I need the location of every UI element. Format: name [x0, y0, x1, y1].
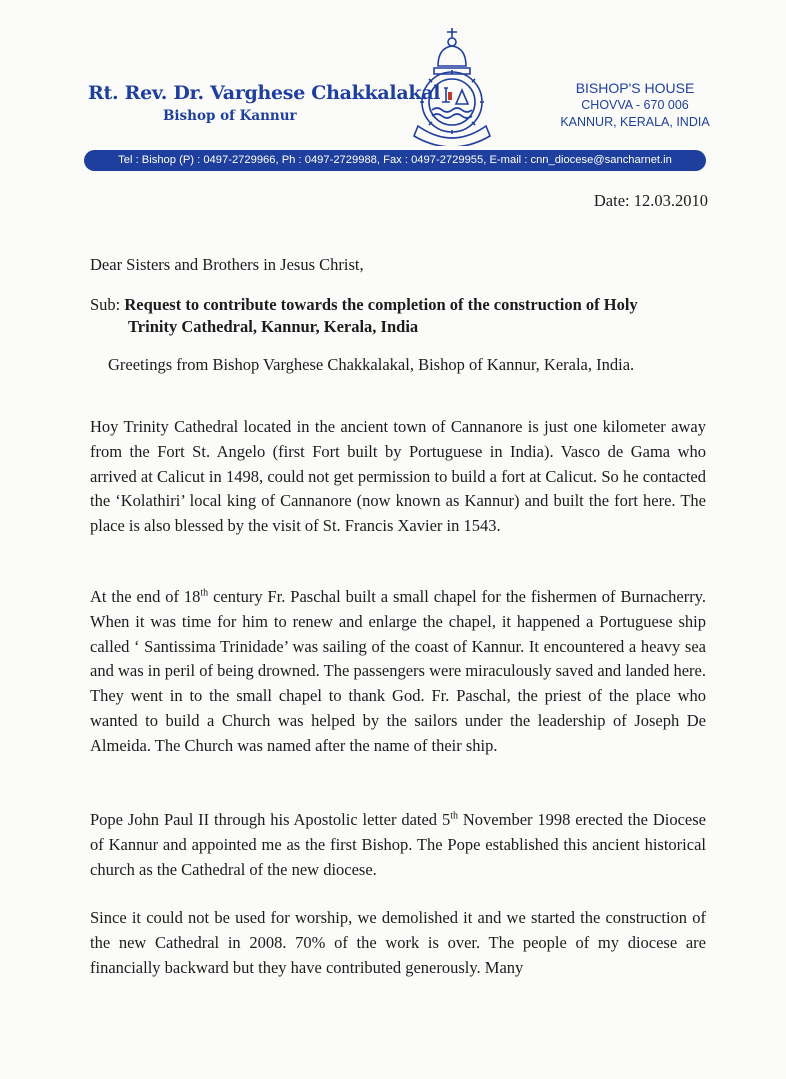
paragraph-4: Since it could not be used for worship, we demolished it and we started the construction of the new Cathedral in 2008. 70% of the work is over. The people of my diocese are financially backward but they have contributed generously. Many: [90, 908, 706, 977]
address-line-2: CHOVVA - 670 006: [581, 98, 689, 112]
address-line-1: BISHOP'S HOUSE: [575, 80, 695, 96]
contact-bar: Tel : Bishop (P) : 0497-2729966, Ph : 0497-2729988, Fax : 0497-2729955, E-mail : cnn_diocese@sancharnet.in: [84, 150, 706, 171]
paragraph-2-rest: century Fr. Paschal built a small chapel for the fishermen of Burnacherry. When it was time for him to renew and enlarge the chapel, it happened a Portuguese ship called ‘ Santissima Trinidade’ was sailing of the coast of Kannur. It encountered a heavy sea and was in peril of being drowned. The passengers were miraculously saved and landed here. They went in to the small chapel to thank God. Fr. Paschal, the priest of the place who wanted to build a Church was helped by the sailors under the leadership of Joseph De Almeida. The Church was named after the name of their ship.: [90, 587, 706, 755]
paragraph-2-superscript: th: [200, 587, 209, 599]
paragraph-3-start: Pope John Paul II through his Apostolic letter dated 5: [90, 810, 451, 829]
greeting: Greetings from Bishop Varghese Chakkalakal, Bishop of Kannur, Kerala, India.: [108, 355, 635, 374]
letterhead-address: [540, 80, 730, 131]
subject-line-1: Request to contribute towards the completion of the construction of Holy: [124, 295, 638, 314]
paragraph-3-superscript: th: [450, 810, 458, 822]
bishop-name: Rt. Rev. Dr. Varghese Chakkalakal: [88, 82, 441, 104]
paragraph-2-start: At the end of 18: [90, 587, 201, 606]
diocese-emblem-icon: [408, 26, 496, 146]
letter-date: Date: 12.03.2010: [593, 191, 708, 210]
paragraph-2: [90, 585, 706, 759]
address-line-3: KANNUR, KERALA, INDIA: [560, 115, 710, 129]
salutation: Dear Sisters and Brothers in Jesus Christ,: [90, 255, 364, 274]
paragraph-3-rest: November 1998 erected the Diocese of Kannur and appointed me as the first Bishop. The Pope established this ancient historical church as the Cathedral of the new diocese.: [90, 810, 706, 879]
subject-label: Sub:: [90, 295, 121, 314]
subject-line-2: Trinity Cathedral, Kannur, Kerala, India: [128, 317, 419, 336]
paragraph-1: Hoy Trinity Cathedral located in the ancient town of Cannanore is just one kilometer away from the Fort St. Angelo (first Fort built by Portuguese in India). Vasco de Gama who arrived at Calicut in 1498, could not get permission to build a fort at Calicut. So he contacted the ‘Kolathiri’ local king of Cannanore (now known as Kannur) and built the fort here. The place is also blessed by the visit of St. Francis Xavier in 1543.: [90, 417, 706, 536]
paragraph-3: [90, 808, 706, 882]
bishop-title: Bishop of Kannur: [163, 108, 297, 124]
subject: [90, 294, 708, 338]
letterhead-sender: [88, 82, 440, 124]
